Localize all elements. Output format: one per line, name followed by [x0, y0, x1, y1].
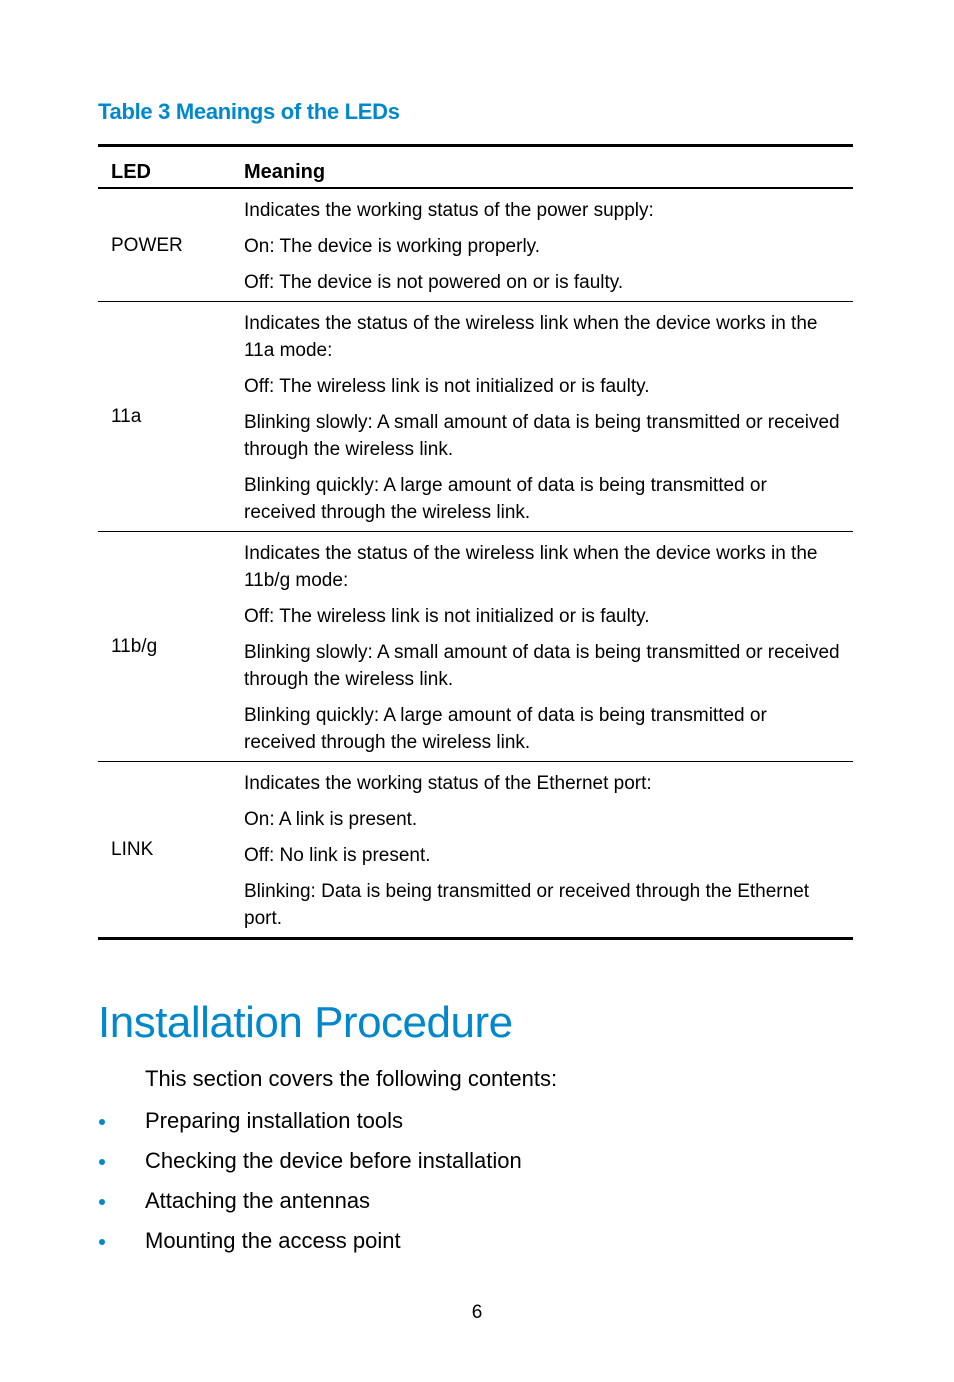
list-item-label: Attaching the antennas [145, 1188, 371, 1213]
led-name-cell: 11b/g [98, 532, 244, 762]
list-item-label: Checking the device before installation [145, 1148, 522, 1173]
meaning-line: Blinking quickly: A large amount of data is being transmitted or received through the wireless link. [244, 475, 767, 523]
led-name-cell: 11a [98, 302, 244, 532]
table-caption: Table 3 Meanings of the LEDs [98, 99, 400, 124]
contents-list [98, 1105, 522, 1265]
meaning-line: Indicates the working status of the power supply: [244, 200, 654, 221]
meaning-cell [244, 302, 853, 532]
list-item[interactable] [98, 1145, 522, 1185]
table-row [98, 762, 853, 939]
meaning-line: Blinking slowly: A small amount of data is being transmitted or received through the wireless link. [244, 642, 840, 690]
page-number: 6 [471, 1302, 483, 1323]
meaning-line: Indicates the working status of the Ethernet port: [244, 773, 652, 794]
meaning-line: On: A link is present. [244, 809, 418, 830]
led-name-cell: LINK [111, 839, 154, 860]
meaning-line: Blinking: Data is being transmitted or received through the Ethernet port. [244, 881, 810, 929]
meaning-line: Off: The wireless link is not initialized or is faulty. [244, 376, 650, 397]
meaning-line: Indicates the status of the wireless link when the device works in the 11b/g mode: [244, 543, 818, 591]
meaning-line: Blinking slowly: A small amount of data is being transmitted or received through the wireless link. [244, 412, 840, 460]
led-meanings-table [98, 144, 853, 940]
meaning-cell [244, 188, 853, 302]
table-row [98, 532, 853, 762]
meaning-line: Off: No link is present. [244, 845, 431, 866]
section-title: Installation Procedure [98, 998, 513, 1047]
list-item-label: Preparing installation tools [145, 1108, 404, 1133]
list-item-label: Mounting the access point [145, 1228, 401, 1253]
led-name-cell: POWER [98, 188, 244, 302]
bullet-icon [99, 1199, 105, 1205]
section-intro: This section covers the following contents: [145, 1066, 558, 1091]
meaning-line: Blinking quickly: A large amount of data is being transmitted or received through the wireless link. [244, 705, 767, 753]
table-row [98, 188, 853, 302]
column-header-meaning: Meaning [244, 146, 853, 189]
bullet-icon [99, 1239, 105, 1245]
meaning-cell [244, 532, 853, 762]
meaning-cell [244, 762, 853, 939]
list-item[interactable] [98, 1185, 522, 1225]
bullet-icon [99, 1119, 105, 1125]
table-row [98, 302, 853, 532]
table-header-row [98, 146, 853, 189]
bullet-icon [99, 1159, 105, 1165]
list-item[interactable] [98, 1105, 522, 1145]
column-header-led: LED [98, 146, 244, 189]
meaning-line: On: The device is working properly. [244, 236, 541, 257]
meaning-line: Off: The device is not powered on or is faulty. [244, 272, 624, 293]
meaning-line: Indicates the status of the wireless link when the device works in the 11a mode: [244, 313, 818, 361]
list-item[interactable] [98, 1225, 522, 1265]
meaning-line: Off: The wireless link is not initialized or is faulty. [244, 606, 650, 627]
